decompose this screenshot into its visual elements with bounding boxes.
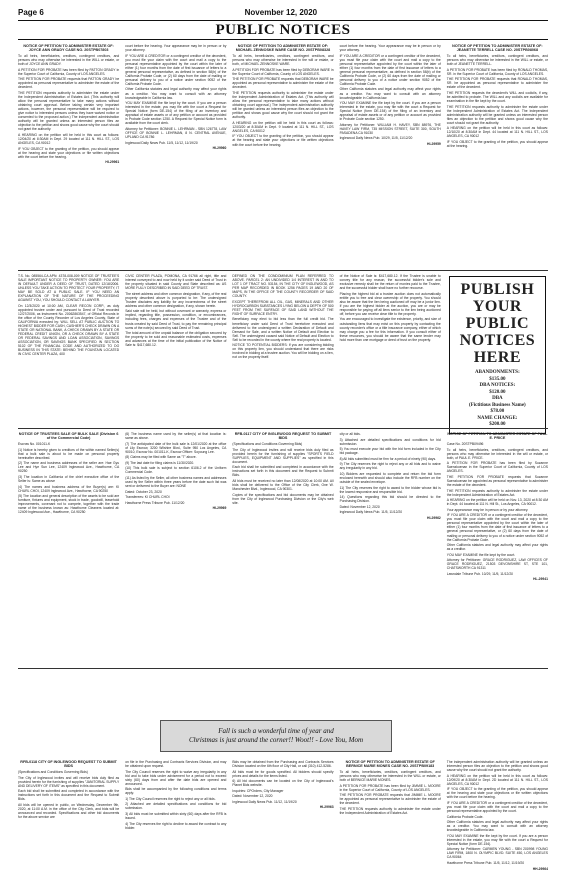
notice-paragraph: Hawthorne Press Tribune Pub. 11/12/20 — [125, 500, 185, 505]
notice-paragraph: The City of Inglewood invites and will receive bids duly filed as provided herein for the furnishing of supplies "SPORTS FIELD SUPPLIES, EQUIPMENT AND SUPPLIES" as specified in this document. — [232, 447, 334, 464]
notice-title: RFB-0118 CITY OF INGLEWOOD REQUEST TO SUBMIT BIDS — [20, 760, 117, 769]
notice-paragraph: Each bid shall be submitted and completed in accordance with the instructions set forth in this document and the Request to Submit Bids. — [18, 789, 120, 802]
notice-paragraph: 9) The City reserves the right to reject any or all bids and to waive any irregularity in any bid. — [339, 462, 441, 471]
notice-paragraph: Beneficiary may elect to bid less than the full credit bid. The beneficiary under said Deed of Trust heretofore executed and delivered to the undersigned a written Declaration of Default and Demand for Sale, and a written Notice of Default and Election to Sell. The undersigned caused said Notice of Default and Election to Sell to be recorded in the county where the real property is located. — [232, 317, 334, 342]
notice-paragraph: THE PETITION requests authority to administer the estate under the Independent Administration of Estates Act. The independent administration authority will be granted unless an interested person files an objection to the petition and shows good cause why the court should not grant the authority. — [446, 104, 548, 125]
notice-paragraph: Other California statutes and legal authority may affect your rights as a creditor. You may want to consult with an attorney knowledgeable in California law. — [446, 820, 548, 833]
notice-paragraph: Each bid shall be submitted and completed in accordance with the instructions set forth in this document and the Request to Submit Bids. — [232, 465, 334, 478]
notice-column — [447, 760, 548, 872]
section-title: PUBLIC NOTICES — [18, 20, 548, 40]
notice-paragraph: To all heirs, beneficiaries, creditors, contingent creditors, and persons who may otherwise be interested in the WILL or estate, or both of BERNICE MARIE MONES. — [339, 770, 441, 783]
notice-paragraph: IF YOU ARE A CREDITOR or a contingent creditor of the decedent, you must file your claim with the court and mail a copy to the personal representative appointed by the court within the later of either (1) four months from the date of first issuance of letters to a general personal representative, or (2) 60 days from the date of mailing or personal delivery to you of a notice under section 9052 of the California Probate Code. — [446, 513, 548, 542]
ad-abandonments-label: ABANDONMENTS: — [475, 370, 520, 375]
publication-id: HI-29960 — [212, 146, 227, 151]
notice-paragraph: Bids may be obtained from the Purchasing and Contracts Services Division located on the 6th floor of City Hall, or call (310) 412-5286. — [232, 760, 334, 769]
notice-paragraph: The total amount of the unpaid balance of the obligation secured by the property to be sold and reasonable estimated costs, expenses and advances at the time of the initial publication of the Notice of Sale is: $417,680.12. — [125, 331, 227, 348]
notice-band-2 — [18, 274, 548, 427]
notice-title: NOTICE OF PETITION TO ADMINISTER ESTATE OF: JOYCE ANN GRADY CASE NO. 20STPB07803 — [23, 44, 114, 53]
notice-paragraph: YOU MAY EXAMINE the file kept by the court. If you are a person interested in the estate, you may file with the court a Request for Special Notice (form DE-154) of the filing of an inventory and appraisal of estate assets or of any petition or account as provided in Probate Code section 1250. — [339, 101, 441, 122]
page-header — [18, 6, 548, 18]
notice-paragraph: THE PETITION FOR PROBATE requests that DEBORAH WARE be appointed as personal representative to administer the estate of the decedent. — [232, 77, 334, 90]
notice-paragraph: EXCEPT THEREFROM ALL OIL, GAS, MINERALS AND OTHER HYDROCARBON SUBSTANCES LYING BELOW A DEPTH OF 500 FEET FROM THE SURFACE OF SAID LAND WITHOUT THE RIGHT OF SURFACE ENTRY. — [232, 299, 334, 316]
notice-paragraph: A PETITION FOR PROBATE has been filed by JIMMIE L. MOORE in the Superior Court of California, County of LOS ANGELES. — [339, 783, 441, 792]
notice-paragraph: Dated: October 23, 2020 — [125, 489, 162, 494]
notice-paragraph: (Specifications and Conditions Governing Bids) — [18, 770, 88, 775]
notice-column — [232, 760, 333, 872]
notice-column — [340, 432, 441, 664]
notice-band-3 — [18, 432, 548, 664]
notice-paragraph: (1) Notice is hereby given to creditors of the within named Seller(s) that a bulk sale is about to be made on personal property hereinafter described. — [18, 447, 120, 460]
notice-paragraph: THE PETITION FOR PROBATE requests that Suzanne Saenzkoenan be appointed as personal representative to administer the estate of the decedent. — [446, 474, 548, 488]
notice-paragraph: 3) Attached are detailed specifications and conditions for bid submission. — [339, 437, 441, 446]
notice-paragraph: Escrow No. 001011-K — [18, 442, 51, 447]
notice-paragraph: A HEARING on the petition will be held on Nov. 13, 2020 at 8:30 AM in Dept. 44 located at 111 N. Hill St., Los Angeles, CA 90012. — [446, 498, 548, 507]
banner-line-2: Christmas is just around the corner!! Woot!! - Love You, Mom — [188, 736, 364, 744]
ad-headline-line: HERE — [473, 349, 522, 366]
notice-paragraph: city or all bids. — [339, 432, 361, 436]
notice-paragraph: Dated: November 12, 2020 — [232, 794, 273, 799]
band-divider-1 — [18, 270, 548, 271]
notice-paragraph: THE PETITION requests authority to administer the estate under the Independent Administration of Estates Act. — [339, 806, 441, 816]
notice-title: NOTICE OF TRUSTEES SALE OF BULK SALE (Division 6 of the Commercial Code) — [18, 432, 119, 441]
notice-column — [447, 44, 548, 266]
notice-paragraph: Inquiries: CPOrders, City Manager — [232, 788, 284, 793]
ad-headline-line: PUBLISH — [460, 281, 535, 298]
page-number: Page 6 — [18, 7, 44, 17]
notice-paragraph: THE PETITION FOR PROBATE requests that PATTON GRADY be appointed as personal representative to administer the estate of the decedent. — [18, 77, 120, 90]
notice-paragraph: Other California statutes and legal authority may affect your rights as a creditor. You may want to consult with an attorney knowledgeable in California law. — [339, 87, 441, 100]
notice-continuation — [447, 508, 548, 582]
publication-id: HI-29969 — [212, 506, 227, 511]
notice-paragraph: YOU MAY EXAMINE the file kept by the court. — [446, 552, 516, 557]
notice-paragraph: All bids will be opened in public, on Wednesday, December 9th, 2020, at 11:00 A.M. in the office of the City Clerk, and bids will be announced and recorded. Specifications and other bid documents for the above service are — [18, 802, 120, 820]
notice-paragraph: 5) You must execute your bid with the bid form included in the City bid package. — [339, 447, 441, 456]
notice-paragraph: (9) The last date for filing claims is 11/30/2020. — [125, 460, 195, 465]
notice-column — [232, 432, 333, 664]
notice-paragraph: A PETITION FOR PROBATE has been filed by Suzanne Saenzkoenan in the Superior Court of California, County of LOS ANGELES. — [446, 461, 548, 474]
notice-paragraph: (2) The name and business addresses of the seller are: Hae Gyu Lee and Hye Sun Lee, 12409 Inglewood Ave., Hawthorne, CA 90250 — [18, 461, 120, 474]
notice-paragraph: IF YOU OBJECT to the granting of the petition, you should appear at the hearing and state your objections or file written objections with the court before the hearing. — [446, 787, 548, 800]
issue-date: November 12, 2020 — [244, 7, 318, 17]
publication-id: HI-29959 — [427, 142, 441, 147]
publication-id: HI-29962 — [427, 515, 441, 520]
notice-paragraph: On 12/3/2020 at 10:00 AM, CLEAR RECON CORP., as duly appointed trustee under and pursuant to Deed of Trust recorded 12/27/2006, as Instrument No. 20062863547, of Official Records in the office of the County Recorder of Los Angeles County, State of CALIFORNIA executed by: WILL SELL AT PUBLIC AUCTION TO HIGHEST BIDDER FOR CASH, CASHIER'S CHECK DRAWN ON A STATE OR NATIONAL BANK, A CHECK DRAWN BY A STATE OR FEDERAL CREDIT UNION, OR A CHECK DRAWN BY A STATE OR FEDERAL SAVINGS AND LOAN ASSOCIATION, SAVINGS ASSOCIATION, OR SAVINGS BANK SPECIFIED IN SECTION 5102 OF THE FINANCIAL CODE AND AUTHORIZED TO DO BUSINESS IN THIS STATE: BEHIND THE FOUNTAIN LOCATED IN CIVIC CENTER PLAZA, 400 — [18, 303, 120, 357]
notice-paragraph: The City of Inglewood invites and will receive bids duly filed as provided herein for the furnishing of supplies "JANITORIAL SUPPLY AND DELIVERY OF ITEMS" as specified in this document. — [18, 775, 120, 788]
notice-paragraph: of the Notice of Sale is: $417,680.12. If the Trustee is unable to convey title for any reason, the successful bidder's sole and exclusive remedy shall be the return of monies paid to the Trustee, and the successful bidder shall have no further recourse. — [339, 274, 441, 291]
notice-paragraph: Bids shall be accompanied by the following conditions and terms apply: — [125, 787, 227, 796]
notice-paragraph: To all heirs, beneficiaries, creditors, contingent creditors, and persons who may otherwise be interested in the WILL or estate, or both of JOYCE ANN GRADY. — [18, 54, 120, 67]
ad-name-change-label: NAME CHANGE: — [477, 415, 518, 421]
notice-title: RFB-0117 CITY OF INGLEWOOD REQUEST TO SUBMIT BIDS — [234, 432, 332, 441]
notice-paragraph: Inglewood Daily News Pub. 11/5, 11/12/20 — [339, 510, 403, 515]
notice-paragraph: A HEARING on the petition will be held in this court as follows: 12/10/20 at 8:30AM in Dept. 44 located at 111 N. HILL ST., LOS ANGELES, CA 90012 — [446, 126, 548, 139]
notice-paragraph: CIVIC CENTER PLAZA, POMONA, CA 91766 all right, title and interest conveyed to and now held by it under said Deed of Trust in the property situated in said County and State described as: AS MORE FULLY DESCRIBED IN SAID DEED OF TRUST. — [125, 274, 227, 291]
notice-paragraph: A HEARING on the petition will be held in this court as follows: 12/03/20 at 8:30AM in Dept. 9 located at 111 N. HILL ST., LOS ANGELES, CA 90012 — [232, 120, 334, 133]
publication-id: HI-29963 — [319, 805, 334, 810]
ad-dba-notices-price: $120.00 — [489, 389, 506, 395]
band-divider-2 — [18, 428, 548, 429]
ad-abandonments-price: $135.00 — [489, 376, 506, 382]
notice-paragraph: (8) Claims may be filed with Same as "7" above. — [125, 455, 197, 460]
notice-paragraph: Said sale will be held, but without covenant or warranty, express or implied, regarding title, possession, condition, or encumbrances, including fees, charges and expenses of the Trustee and of the trusts created by said Deed of Trust, to pay the remaining principal sums of the note(s) secured by said Deed of Trust. — [125, 309, 227, 330]
notice-paragraph: THE PETITION FOR PROBATE requests that RONALD THOMAS, SR. be appointed as personal representative to administer the estate of the decedent. — [446, 77, 548, 90]
notice-paragraph: THE PETITION FOR PROBATE requests that JIMMIE L. MOORE be appointed as personal representative to administer the estate of the decedent. — [339, 793, 441, 806]
notice-title: NOTICE OF PETITION TO ADMINISTER ESTATE OF BERNICE MARIE MONES CASE NO. 20STPB09183 — [345, 760, 435, 769]
notice-paragraph: THE PETITION requests the decedent's WILL and codicils, if any, be admitted to probate. The WILL and any codicils are available for examination in the file kept by the court. — [446, 90, 548, 104]
notice-band-1 — [18, 44, 548, 266]
notice-column — [125, 44, 226, 266]
notice-title: NOTICE OF PETITION TO ADMINISTER ESTATE OF PAUL E. PRICE — [447, 432, 548, 441]
greeting-banner — [160, 720, 392, 752]
notice-paragraph: Inglewood Daily News Pub. 11/5, 11/12, 11/19/20 — [125, 140, 198, 145]
notice-paragraph: A PETITION FOR PROBATE has been filed by DEBORAH WARE in the Superior Court of California, County of LOS ANGELES. — [232, 67, 334, 76]
notice-paragraph: IF YOU OBJECT to the granting of the petition, you should appear at the hearing. — [446, 139, 548, 149]
notice-column — [18, 432, 119, 664]
notice-paragraph: court before the hearing. Your appearance may be in person or by your attorney. — [125, 44, 227, 53]
notice-column — [18, 760, 119, 872]
notice-paragraph: Hawthorne Press Tribune Pub. 11/5, 11/12, 11/19/20 — [446, 861, 525, 866]
ad-headline-line: NOTICES — [459, 332, 536, 349]
notice-paragraph: 11) The City reserves the right to award to the bidder whose bid is the lowest responsive and responsible bid. — [339, 485, 441, 494]
notice-paragraph: The City Council reserves the right to waive any irregularity in any bid and to take bids under advisement for a period not to exceed sixty (60) days from and after the date bids are opened and announced. — [125, 769, 227, 786]
notice-paragraph: 14) Questions regarding this bid should be directed to the Purchasing Division. — [339, 495, 441, 504]
notice-paragraph: (Specifications and Conditions Governing Bids) — [232, 442, 303, 447]
notice-paragraph: Placing the highest bid at a trustee auction does not automatically entitle you to free and clear ownership of the property. You should also be aware that the lien being auctioned off may be a junior lien. If you are the highest bidder at the auction, you are or may be responsible for paying off all liens senior to the lien being auctioned off, before you can receive clear title to the property. — [339, 291, 441, 316]
notice-paragraph: To all heirs, beneficiaries, creditors, contingent creditors, and persons who may otherwise be interested in the WILL or estate, or both of JEANETTE TERRELL. — [446, 54, 548, 67]
notice-paragraph: Inglewood Daily News Pub. 11/12, 11/19/20 — [232, 799, 297, 804]
notice-paragraph: All bids must be for goods specified. All bidders should specify prices and details for the items listed. — [232, 769, 334, 778]
notice-continuation — [447, 815, 548, 871]
notice-paragraph: California Probate Code. — [446, 814, 484, 819]
publish-ad-box — [449, 276, 546, 434]
notice-column — [125, 760, 226, 872]
notice-paragraph: THE PETITION requests authority to administer the estate under the Independent Administration of Estates Act. — [446, 488, 548, 497]
notice-paragraph: (3) The location in California of the chief executive office of the Seller is: Same as above — [18, 474, 120, 483]
notice-column — [340, 760, 441, 872]
notice-paragraph: (4) The names and business address of the Buyer(s) are: KI CHURL CHOI, 12409 Inglewood Ave., Hawthorne, CA 90250 — [18, 484, 120, 493]
notice-paragraph: 2) Attached are detailed specifications and conditions for bid submission. — [125, 802, 227, 811]
notice-column — [340, 44, 441, 266]
ad-dba-price: $78.00 — [490, 409, 505, 414]
notice-column — [125, 432, 226, 664]
notice-column — [447, 432, 548, 664]
notice-paragraph: To all heirs, beneficiaries, creditors, contingent creditors, and persons who may otherwise be interested in the will or estate, or both, of PAUL E. PRICE. — [446, 447, 548, 460]
notice-paragraph: 1) The City Council reserves the right to reject any or all bids. — [125, 796, 216, 801]
notice-paragraph: IF YOU ARE A CREDITOR or a contingent creditor of the decedent, you must file your claim with the court and mail a copy to the personal representative appointed by the court within the later of either (1) four months from the date of first issuance of letters to a general personal representative, as defined in section 58(b) of the California Probate Code, or (2) 60 days from the date of mailing or personal delivery to you of a notice under section 9052 of the California Probate Code. — [125, 53, 227, 86]
notice-paragraph: T.S. No. 085564-CA APN: 4378-008-009 NOTICE OF TRUSTEE'S SALE IMPORTANT NOTICE TO PROPERTY OWNER: YOU ARE IN DEFAULT UNDER A DEED OF TRUST, DATED 12/18/2006. UNLESS YOU TAKE ACTION TO PROTECT YOUR PROPERTY, IT MAY BE SOLD AT A PUBLIC SALE. IF YOU NEED AN EXPLANATION OF THE NATURE OF THE PROCEEDING AGAINST YOU, YOU SHOULD CONTACT A LAWYER. — [18, 274, 120, 303]
publication-id: HH-29964 — [532, 866, 548, 871]
notice-column — [340, 274, 441, 438]
publication-id: HI-29961 — [105, 160, 120, 165]
ad-dba-label: DBA — [492, 396, 503, 401]
notice-column — [125, 274, 227, 441]
ad-fbn-label: (Fictitious Business Name) — [469, 402, 526, 408]
banner-line-1: Fall is such a wonderful time of year and — [218, 727, 334, 735]
publication-id: HL-29941 — [533, 577, 548, 582]
notice-paragraph: DEFINED ON THE CONDOMINIUM PLAN REFERRED TO ABOVE. PARCEL 2: AN UNDIVIDED 1/4 INTEREST IN AND TO LOT 1 OF TRACT NO. 53154, IN THE CITY OF INGLEWOOD, AS PER MAP RECORDED IN BOOK 1256 PAGES 19 AND 20 OF MAPS, IN THE OFFICE OF THE COUNTY RECORDER OF SAID COUNTY. — [232, 274, 334, 299]
ad-dba-notices-label: DBA NOTICES: — [479, 383, 516, 388]
notice-paragraph: 4) The City reserves the right to decline to award the contract to any bidder. — [125, 821, 227, 830]
notice-paragraph: IF YOU ARE A CREDITOR or a contingent creditor of the decedent, you must file your claim with the court and mail a copy to the personal representative appointed by the court. — [446, 800, 548, 814]
notice-column — [18, 44, 119, 266]
notice-paragraph: Other California statutes and legal authority may affect your rights as a creditor. — [446, 543, 548, 552]
notice-band-4 — [18, 760, 548, 871]
notice-paragraph: All bids must be received no later than 12/08/2020 at 10:00 AM. All bids shall be delivered to the Office of the City Clerk, One W. Manchester Blvd., Inglewood, CA 90301. — [232, 478, 334, 492]
notice-paragraph: YOU MAY EXAMINE the file kept by the court. If you are a person interested in the estate, you may file with the court a Request for Special Notice (form DE-154). — [446, 833, 548, 846]
notice-paragraph: Case No. 20STPB09496 — [446, 442, 484, 447]
ad-column — [447, 274, 548, 438]
notice-paragraph: THE PETITION requests authority to administer the estate under the Independent Administration of Estates Act. (This authority will allow the personal representative to take many actions without obtaining court approval.) The independent administration authority will be granted unless an interested person files an objection to the petition and shows good cause why the court should not grant the authority. — [232, 90, 334, 120]
notice-paragraph: Attorney for Petitioner: GRACE RODRIGUEZ, LAW OFFICES OF GRACE RODRIGUEZ, 21503 DEVONSHIRE ST, STE 101, CHATSWORTH CA 91311 — [446, 558, 548, 571]
ad-name-change-price: $200.00 — [489, 422, 506, 427]
notice-paragraph: A PETITION FOR PROBATE has been filed by RONALD THOMAS, SR. in the Superior Court of California, County of LOS ANGELES. — [446, 67, 548, 76]
notice-paragraph: IF YOU OBJECT to the granting of the petition, you should appear at the hearing and state your objections or file written objections with the court before the hearing. — [18, 146, 120, 159]
notice-title: NOTICE OF PETITION TO ADMINISTER ESTATE OF: JEANETTE TERRELL CASE NO. 20STPB08068 — [452, 44, 543, 53]
notice-paragraph: Inglewood Daily News Pub. 10/29, 11/5, 11/12/20 — [339, 136, 413, 141]
notice-paragraph: NOTICE TO POTENTIAL BIDDERS: If you are considering bidding on this property lien, you should understand that there are risks involved in bidding at a trustee auction. You will be bidding on a lien, not on the property itself. — [232, 343, 334, 360]
notice-paragraph: 10) Bidders are requested to complete and return the bid form enclosed herewith and should also include the RFB number on the outside of the sealed envelope. — [339, 471, 441, 484]
notice-paragraph: The street address and other common designation, if any, of the real property described above is purported to be: The undersigned Trustee disclaims any liability for any incorrectness of the street address and other common designation, if any, shown herein. — [125, 291, 227, 308]
notice-paragraph: (7) The anticipated date of the bulk sale is 12/01/2020 at the office of Lily Escrow, 3200 Wilshire Blvd., Suite 950 Los Angeles, CA 90010, Escrow No. 001011-K, Escrow Officer: Soyoung Lee. — [125, 441, 227, 454]
notice-paragraph: Lawndale Tribune Pub. 10/29, 11/5, 11/12/20 — [446, 571, 514, 576]
notice-column — [18, 274, 119, 438]
band-divider-3 — [18, 668, 548, 669]
notice-paragraph: on file in the Purchasing and Contracts Services Division, and may be obtained upon request. — [125, 760, 227, 769]
notice-paragraph: Copies of the specifications and bid documents may be obtained from the City of Inglewood Purchasing Division or the City's web site. — [232, 492, 334, 505]
notice-paragraph: Your appearance may be in person or by your attorney. — [446, 507, 529, 512]
notice-paragraph: (6) The business name used by the seller(s) at that location is: same as above. — [125, 432, 227, 441]
notice-paragraph: A HEARING on the petition will be held in this court as follows: 12/09/20 at 8:30AM in Dept. 2D located at 111 N. HILL ST., LOS ANGELES, CA 90012 — [446, 773, 548, 786]
notice-title: NOTICE OF PETITION TO ADMINISTER ESTATE OF: MICHAEL ZENNOSKE WARE CASE NO. 20STPB08328 — [235, 44, 331, 53]
notice-column — [232, 274, 333, 438]
notice-paragraph: You are encouraged to investigate the existence, priority, and size of outstanding liens that may exist on this property by contacting the county recorder's office or a title insurance company, either of which may charge you a fee for this information. If you consult either of these resources, you should be aware that the same lender may hold more than one mortgage or deed of trust on the property. — [339, 317, 441, 342]
notice-paragraph: 6) All bid documents can be located on the City of Inglewood's Planet Bids website. — [232, 779, 334, 788]
notice-paragraph: A HEARING on the petition will be held in this court as follows: 12/04/20 at 8:30AM in Dept. 29 located at 111 N. HILL ST., LOS ANGELES, CA 90012 — [18, 132, 120, 146]
notice-paragraph: Other California statutes and legal authority may affect your rights as a creditor. You may want to consult with an attorney knowledgeable in California law. — [125, 87, 227, 100]
notice-paragraph: Attorney for Petitioner: BONNIE L. LEHRMAN - SBN 126778, LAW OFFICE OF BONNIE L. LEHRMAN, 8 N. CENTRAL AVENUE, UPLAND CA 91786 — [125, 126, 227, 139]
ad-headline-line: YOUR — [472, 298, 522, 315]
ad-headline-line: PUBLIC — [465, 315, 530, 332]
notice-paragraph: 8) All bids submitted must be firm for a period of ninety (90) days. — [339, 456, 437, 461]
notice-paragraph: IF YOU OBJECT to the granting of the petition, you should appear at the hearing and state your objections or file written objections with the court before the hearing. — [232, 134, 334, 147]
notice-paragraph: To all heirs, beneficiaries, creditors, contingent creditors, and persons who may otherwise be interested in the will or estate, or both, of MICHAEL ZENNOSKE WARE. — [232, 54, 334, 67]
notice-paragraph: The independent administration authority will be granted unless an interested person files an objection to the petition and shows good cause why the court should not grant the authority. — [446, 760, 548, 773]
notice-paragraph: (11) As listed by the Seller, all other business names and addresses used by the Seller within three years before the date such list was sent or delivered to the Buyer are: NONE — [125, 475, 227, 489]
notice-paragraph: Attorney for Petitioner: CARMEN YOUNG - SBN 200998 YOUNG LAW FIRM, 1800 N. OLYMPIC BLVD. SUITE 450, LOS ANGELES CA 90064 — [446, 847, 548, 860]
notice-paragraph: Transferees: KI CHURL CHOI — [125, 495, 170, 500]
notice-paragraph: (10) This bulk sale is subject to section 6106.2 of the Uniform Commercial Code. — [125, 466, 227, 475]
notice-paragraph: 3) All bids must be submitted within sixty (60) days after the RFB is issued. — [125, 812, 227, 821]
notice-paragraph: THE PETITION requests authority to administer the estate under the Independent Administration of Estates Act. (This authority will allow the personal representative to take many actions without obtaining court approval. Before taking certain very important actions, however, the personal representative will be required to give notice to interested persons unless they have waived notice or consented to the proposed action.) The independent administration authority will be granted unless an interested person files an objection to the petition and shows good cause why the court should not grant the authority. — [18, 90, 120, 132]
notice-paragraph: (5) The location and general description of the assets to be sold are furniture, fixtures and equipment, stock in trade, goodwill, leasehold improvements, covenant not to compete, together with the trade name of the business known as: Hawthorne Cleaners located at: 12409 Inglewood Ave., Hawthorne, CA 90250 — [18, 494, 120, 515]
notice-paragraph: Dated: November 12, 2020 — [339, 504, 380, 509]
notice-paragraph: court before the hearing. Your appearance may be in person or by your attorney. — [339, 44, 441, 53]
notice-paragraph: A PETITION FOR PROBATE has been filed by PATTON GRADY in the Superior Court of California, County of LOS ANGELES. — [18, 67, 120, 76]
notice-paragraph: IF YOU ARE A CREDITOR or a contingent creditor of the decedent, you must file your claim with the court and mail a copy to the personal representative appointed by the court within the later of either (1) four months from the date of first issuance of letters to a general personal representative, as defined in section 58(b) of the California Probate Code, or (2) 60 days from the date of mailing or personal delivery to you of a notice under section 9052 of the California Probate Code. — [339, 53, 441, 86]
notice-paragraph: YOU MAY EXAMINE the file kept by the court. If you are a person interested in the estate, you may file with the court a Request for Special Notice (form DE-154) of the filing of an inventory and appraisal of estate assets or of any petition or account as provided in Probate Code section 1250. A Request for Special Notice form is available from the court clerk. — [125, 101, 227, 126]
notice-column — [232, 44, 333, 266]
notice-paragraph: Attorney for Petitioner: WILLIAM H. HAVEY, SBN 88976, THE HAVEY LAW FIRM, 735 MISSION STREET, SUITE 300, SOUTH PASADENA CA 91030 — [339, 122, 441, 135]
